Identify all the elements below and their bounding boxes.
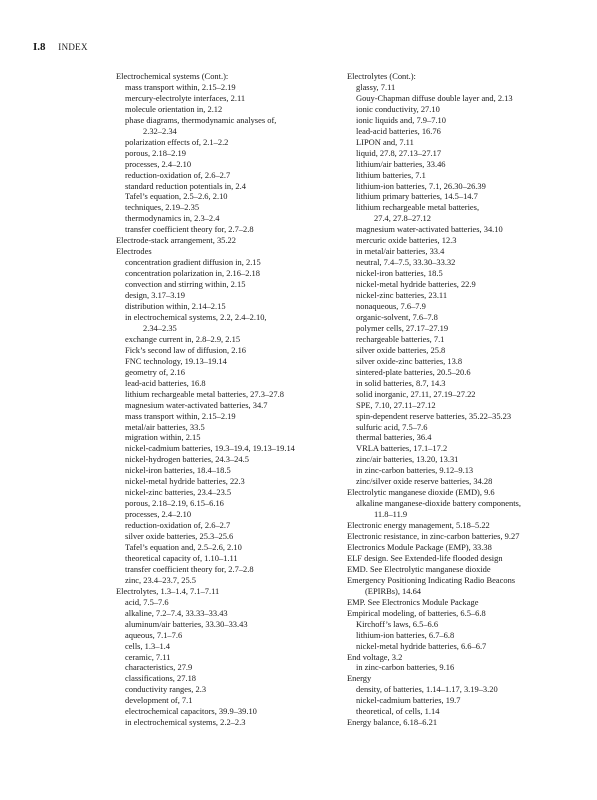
index-subentry: reduction-oxidation of, 2.6–2.7 — [125, 169, 231, 180]
index-subentry: nickel-cadmium batteries, 19.3–19.4, 19.13–19.14 — [125, 443, 295, 454]
index-subentry: theoretical, of cells, 1.14 — [356, 706, 440, 717]
index-subentry: ionic liquids and, 7.9–7.10 — [356, 114, 446, 125]
index-subentry: characteristics, 27.9 — [125, 662, 193, 673]
index-subentry: aluminum/air batteries, 33.30–33.43 — [125, 618, 248, 629]
index-subentry: spin-dependent reserve batteries, 35.22–35.23 — [356, 410, 512, 421]
index-column-right — [347, 71, 579, 728]
index-subentry: lithium rechargeable metal batteries, 27.3–27.8 — [125, 388, 284, 399]
index-subentry: LIPON and, 7.11 — [356, 136, 414, 147]
index-entry: Emergency Positioning Indicating Radio Beacons — [347, 574, 516, 585]
index-subentry: in metal/air batteries, 33.4 — [356, 246, 445, 257]
index-subentry: density, of batteries, 1.14–1.17, 3.19–3.20 — [356, 684, 498, 695]
index-subentry: lithium primary batteries, 14.5–14.7 — [356, 191, 478, 202]
index-subentry: acid, 7.5–7.6 — [125, 596, 169, 607]
index-subentry: mercury-electrolyte interfaces, 2.11 — [125, 92, 246, 103]
index-entry: Electronic resistance, in zinc-carbon batteries, 9.27 — [347, 531, 520, 542]
index-subentry: VRLA batteries, 17.1–17.2 — [356, 443, 448, 454]
index-subentry: nickel-hydrogen batteries, 24.3–24.5 — [125, 454, 249, 465]
index-subentry: aqueous, 7.1–7.6 — [125, 629, 183, 640]
index-subentry: porous, 2.18–2.19 — [125, 147, 186, 158]
index-subentry: silver oxide batteries, 25.3–25.6 — [125, 531, 234, 542]
index-entry: Electrochemical systems (Cont.): — [116, 71, 229, 81]
index-subentry: polarization effects of, 2.1–2.2 — [125, 136, 229, 147]
index-subentry: conductivity ranges, 2.3 — [125, 684, 207, 695]
index-subentry: mercuric oxide batteries, 12.3 — [356, 235, 457, 246]
index-subentry: techniques, 2.19–2.35 — [125, 202, 200, 213]
index-subentry: magnesium water-activated batteries, 34.7 — [125, 399, 268, 410]
index-subentry: development of, 7.1 — [125, 695, 193, 706]
index-entry: Energy — [347, 673, 372, 684]
index-subentry: silver oxide-zinc batteries, 13.8 — [356, 355, 463, 366]
index-subentry: cells, 1.3–1.4 — [125, 640, 170, 651]
index-entry: EMD. See Electrolytic manganese dioxide — [347, 563, 491, 574]
index-subentry: 2.32–2.34 — [143, 125, 177, 136]
index-subentry: neutral, 7.4–7.5, 33.30–33.32 — [356, 257, 456, 268]
index-entry: EMP. See Electronics Module Package — [347, 596, 479, 607]
index-subentry: alkaline manganese-dioxide battery components, — [356, 498, 521, 509]
index-subentry: zinc/silver oxide reserve batteries, 34.28 — [356, 476, 493, 487]
index-subentry: design, 3.17–3.19 — [125, 290, 185, 301]
index-subentry: magnesium water-activated batteries, 34.10 — [356, 224, 503, 235]
index-subentry: sulfuric acid, 7.5–7.6 — [356, 421, 428, 432]
index-subentry: silver oxide batteries, 25.8 — [356, 344, 446, 355]
page-number: I.8 — [33, 41, 46, 53]
index-subentry: nickel-zinc batteries, 23.4–23.5 — [125, 487, 232, 498]
index-subentry: zinc, 23.4–23.7, 25.5 — [125, 574, 197, 585]
index-entry: Electrolytic manganese dioxide (EMD), 9.6 — [347, 487, 495, 498]
index-subentry: classifications, 27.18 — [125, 673, 197, 684]
index-subentry: in zinc-carbon batteries, 9.12–9.13 — [356, 465, 474, 476]
index-subentry: Kirchoff’s laws, 6.5–6.6 — [356, 618, 439, 629]
running-title: INDEX — [58, 42, 88, 52]
index-subentry: molecule orientation in, 2.12 — [125, 103, 223, 114]
index-subentry: geometry of, 2.16 — [125, 366, 185, 377]
index-subentry: porous, 2.18–2.19, 6.15–6.16 — [125, 498, 224, 509]
index-subentry: polymer cells, 27.17–27.19 — [356, 322, 449, 333]
index-subentry: concentration gradient diffusion in, 2.15 — [125, 257, 261, 268]
index-subentry: ceramic, 7.11 — [125, 651, 171, 662]
index-subentry: 2.34–2.35 — [143, 322, 177, 333]
index-entry: End voltage, 3.2 — [347, 651, 403, 662]
index-entry: Electronics Module Package (EMP), 33.38 — [347, 541, 492, 552]
index-subentry: solid inorganic, 27.11, 27.19–27.22 — [356, 388, 476, 399]
index-subentry: reduction-oxidation of, 2.6–2.7 — [125, 520, 231, 531]
index-subentry: SPE, 7.10, 27.11–27.12 — [356, 399, 436, 410]
index-subentry: Tafel’s equation and, 2.5–2.6, 2.10 — [125, 541, 242, 552]
index-subentry: nickel-iron batteries, 18.5 — [356, 268, 443, 279]
index-subentry: transfer coefficient theory for, 2.7–2.8 — [125, 563, 254, 574]
index-subentry: sintered-plate batteries, 20.5–20.6 — [356, 366, 471, 377]
index-subentry: electrochemical capacitors, 39.9–39.10 — [125, 706, 257, 717]
index-subentry: lead-acid batteries, 16.76 — [356, 125, 441, 136]
index-subentry: transfer coefficient theory for, 2.7–2.8 — [125, 224, 254, 235]
index-entry: Electrodes — [116, 246, 152, 257]
index-subentry: nickel-metal hydride batteries, 22.9 — [356, 279, 476, 290]
index-subentry: lithium batteries, 7.1 — [356, 169, 426, 180]
index-subentry: rechargeable batteries, 7.1 — [356, 333, 445, 344]
index-subentry: thermodynamics in, 2.3–2.4 — [125, 213, 220, 224]
index-entry: Energy balance, 6.18–6.21 — [347, 717, 438, 728]
index-subentry: lead-acid batteries, 16.8 — [125, 377, 206, 388]
index-subentry: liquid, 27.8, 27.13–27.17 — [356, 147, 442, 158]
index-entry: Electrode-stack arrangement, 35.22 — [116, 235, 236, 246]
index-subentry: processes, 2.4–2.10 — [125, 158, 192, 169]
index-subentry: Gouy-Chapman diffuse double layer and, 2.13 — [356, 92, 513, 103]
index-subentry: distribution within, 2.14–2.15 — [125, 301, 226, 312]
index-subentry: FNC technology, 19.13–19.14 — [125, 355, 227, 366]
index-subentry: thermal batteries, 36.4 — [356, 432, 432, 443]
index-subentry: nickel-zinc batteries, 23.11 — [356, 290, 448, 301]
index-subentry: nickel-cadmium batteries, 19.7 — [356, 695, 461, 706]
index-subentry: organic-solvent, 7.6–7.8 — [356, 311, 438, 322]
index-subentry: Fick’s second law of diffusion, 2.16 — [125, 344, 247, 355]
index-entry: Electrolytes, 1.3–1.4, 7.1–7.11 — [116, 585, 220, 596]
index-subentry: 27.4, 27.8–27.12 — [374, 213, 431, 224]
index-subentry: processes, 2.4–2.10 — [125, 509, 192, 520]
index-subentry: alkaline, 7.2–7.4, 33.33–33.43 — [125, 607, 228, 618]
index-subentry: lithium-ion batteries, 6.7–6.8 — [356, 629, 455, 640]
index-subentry: (EPIRBs), 14.64 — [365, 585, 422, 596]
index-subentry: lithium/air batteries, 33.46 — [356, 158, 446, 169]
page-header — [33, 41, 88, 53]
index-subentry: metal/air batteries, 33.5 — [125, 421, 205, 432]
index-subentry: nonaqueous, 7.6–7.9 — [356, 301, 426, 312]
index-subentry: in electrochemical systems, 2.2, 2.4–2.10, — [125, 311, 267, 322]
index-subentry: migration within, 2.15 — [125, 432, 201, 443]
index-subentry: in solid batteries, 8.7, 14.3 — [356, 377, 446, 388]
index-subentry: nickel-metal hydride batteries, 6.6–6.7 — [356, 640, 487, 651]
index-subentry: lithium-ion batteries, 7.1, 26.30–26.39 — [356, 180, 486, 191]
index-subentry: concentration polarization in, 2.16–2.18 — [125, 268, 260, 279]
index-subentry: Tafel’s equation, 2.5–2.6, 2.10 — [125, 191, 228, 202]
index-subentry: lithium rechargeable metal batteries, — [356, 202, 480, 213]
index-subentry: nickel-iron batteries, 18.4–18.5 — [125, 465, 231, 476]
index-subentry: standard reduction potentials in, 2.4 — [125, 180, 246, 191]
index-subentry: in zinc-carbon batteries, 9.16 — [356, 662, 455, 673]
index-subentry: ionic conductivity, 27.10 — [356, 103, 440, 114]
index-entry: ELF design. See Extended-life flooded design — [347, 552, 503, 563]
index-column-left — [116, 71, 336, 728]
index-subentry: mass transport within, 2.15–2.19 — [125, 410, 236, 421]
index-subentry: exchange current in, 2.8–2.9, 2.15 — [125, 333, 241, 344]
index-subentry: convection and stirring within, 2.15 — [125, 279, 246, 290]
index-subentry: phase diagrams, thermodynamic analyses of, — [125, 114, 277, 125]
index-subentry: theoretical capacity of, 1.10–1.11 — [125, 552, 238, 563]
index-entry: Electrolytes (Cont.): — [347, 71, 416, 81]
index-subentry: glassy, 7.11 — [356, 81, 396, 92]
index-subentry: in electrochemical systems, 2.2–2.3 — [125, 717, 246, 728]
index-subentry: 11.8–11.9 — [374, 509, 408, 520]
index-subentry: nickel-metal hydride batteries, 22.3 — [125, 476, 245, 487]
index-entry: Empirical modeling, of batteries, 6.5–6.8 — [347, 607, 486, 618]
index-subentry: zinc/air batteries, 13.20, 13.31 — [356, 454, 459, 465]
index-entry: Electronic energy management, 5.18–5.22 — [347, 520, 490, 531]
index-subentry: mass transport within, 2.15–2.19 — [125, 81, 236, 92]
